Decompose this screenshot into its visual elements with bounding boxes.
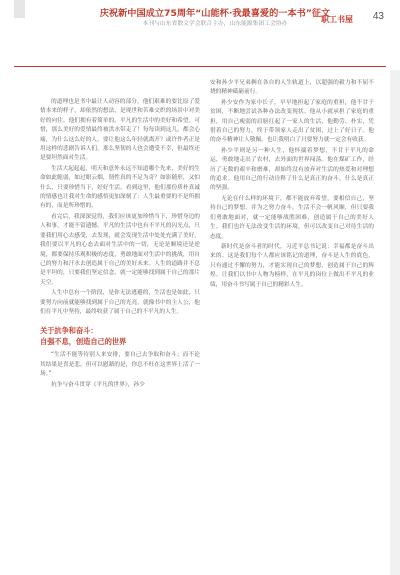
body-paragraph: 安和孙少平兄弟俩在各自的人生轨道上，以超强的毅力和不屈不挠的精神砥砺前行。 [210, 80, 374, 96]
header-divider [14, 66, 386, 67]
body-paragraph: 孙少平则是另一种人生，他怀揣着梦想，不甘于平凡的命运，勇敢地走出了农村，去外面的世界闯荡。他在煤矿工作，经历了无数的艰辛和磨难，却始终没有放弃对生活的热爱和对理想的追求。他用自己的行动诠释了什么是真正的奋斗，什么是真正的坚强。 [210, 147, 374, 192]
body-paragraph: 人生中总有一个阶段，是你无法逃避的，生活也是如此，只要努力向前就能够找到属于自己的光亮，就像书中的主人公，他们在平凡中坚持，最终收获了属于自己的不平凡的人生。 [40, 290, 200, 315]
quote-paragraph: “生活不能等待别人来安排，要自己去争取和奋斗；而不论其结果是喜是悲，但可以慰藉的是，你总不枉在这世界上活了一场。” [40, 352, 200, 378]
body-paragraph: 看完后，我深深觉得，我们应该更加珍惜当下，珍惜身边的人和事，才能不留遗憾。平凡的生活中也有不平凡的闪光点，只要我们用心去感受，去发现，就会发现生活中处处充满了美好，我们要以平凡的心态去面对生活中的一切，无论是顺境还是逆境，都要保持乐观积极的态度，勇敢地面对生活中的挑战，用自己的努力和汗水去创造属于自己的美好未来。人生的道路并不总是平坦的，只要我们坚定信念，就一定能够找到属于自己的那片天空。 [40, 213, 200, 286]
section-tag: 职工书屋 [321, 15, 353, 24]
page-number: 43 [372, 11, 384, 22]
body-paragraph: 生活大起起起，明天和意外永远不知道哪个先来，美好的生命如此脆弱，如过眼云烟，韧性真的不足为奇？如影随形，又怕什么，只要珍惜当下，好好生活。看到这里，他们那份质朴真诚的情感也让我对生命的感悟更加深刻了：人生最重要的不是所拥有的，而是所珍惜的。 [40, 165, 200, 210]
header-subtitle: 本刊与山东省散文学会联合主办，山东能源集团工会协办 [142, 21, 288, 27]
body-paragraph: 无论在什么样的环境下，都不能放弃希望，要相信自己，坚持自己的梦想，并为之努力奋斗。生活不会一帆风顺，但只要我们勇敢地面对，就一定能够战胜困难，创造属于自己的美好人生。我们也许无法改变生活的环境，但可以改变自己对待生活的态度。 [210, 195, 374, 240]
left-column [40, 98, 200, 391]
section-heading-line: 自强不息，创造自己的世界 [40, 337, 127, 347]
top-corner-tab [14, 0, 25, 18]
section-heading [40, 325, 200, 347]
page-header [95, 7, 335, 29]
header-title: 庆祝新中国成立75周年“山能杯·我最喜爱的一本书”征文 [99, 8, 331, 19]
right-column [210, 79, 374, 291]
body-paragraph: 新时代是奋斗者的时代。习近平总书记说：幸福都是奋斗出来的。这是我们每个人都应该铭记的道理，奋斗是人生的底色，只有通过不懈的努力，才能实现自己的梦想，创造属于自己的辉煌。让我们以书中人物为榜样，在平凡的岗位上做出不平凡的业绩，用奋斗书写属于自己的精彩人生。 [210, 243, 374, 288]
body-paragraph: 的道理也是书中最让人动容的部分。他们艰难的要比原了爱情本来的样子，却依然的想法，是现世和苦难交织的场景中对美好的向往。他们拥有着简单的，平凡的生活中的美好和希望。可惜，那么美好的爱情最终被洪水带走了！每每读到这儿，都会心痛，为什么这么好的人，要让他这么年轻就离开？或许作者正是用这样的悲剧告诉人们，那么坚韧的人也会遭受不幸，但最终还是要坦然面对生活。 [40, 99, 200, 162]
body-paragraph: 抗争与奋斗贯穿《平凡的世界》，孙少 [51, 381, 145, 388]
body-paragraph: 孙少安作为家中长子，早早地担起了家庭的重担，他不甘于贫困，不断地尝试各种办法改变现状。他从小就承担了家庭的重担，用自己瘦弱的肩膀扛起了一家人的生活，他勤劳、朴实，凭借着自己的努力，终于带领家人走出了贫困，过上了好日子。他的奋斗精神让人敬佩，也让我明白了只要努力就一定会有收获。 [210, 99, 374, 144]
section-heading-line: 关于抗争和奋斗： [40, 326, 98, 336]
side-margin-strip [390, 70, 400, 575]
